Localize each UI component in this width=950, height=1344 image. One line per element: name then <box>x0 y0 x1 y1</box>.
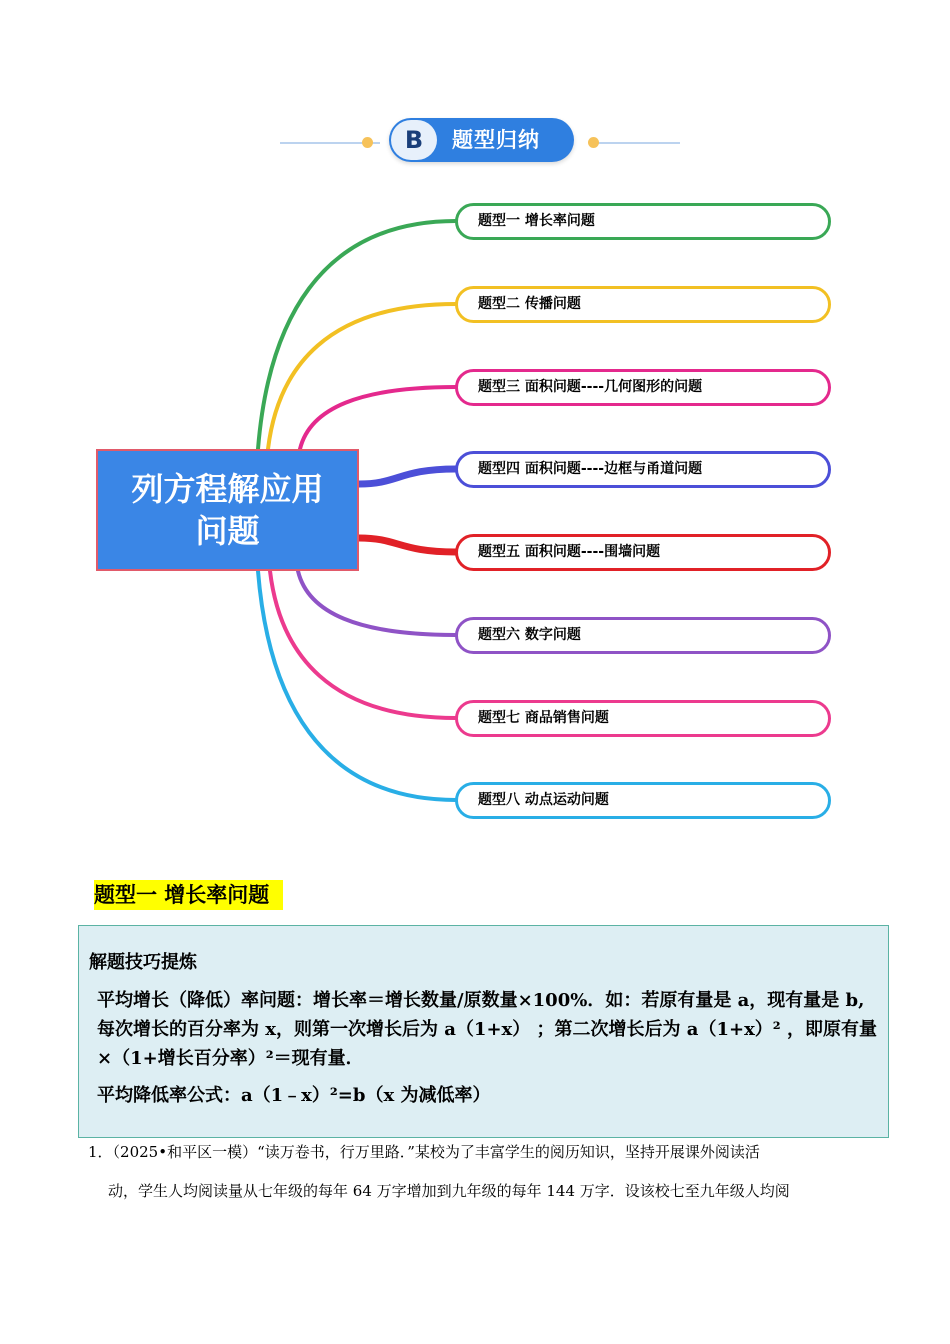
mindmap-branch-8: 题型八 动点运动问题 <box>455 782 831 819</box>
tips-title: 解题技巧提炼 <box>89 952 197 973</box>
problem-line-1: 1．（2025•和平区一模）“读万卷书，行万里路．”某校为了丰富学生的阅历知识，坚持开展课外阅读活 <box>88 1143 760 1161</box>
problem-line-2: 动，学生人均阅读量从七年级的每年 64 万字增加到九年级的每年 144 万字．设该校七至九年级人均阅 <box>108 1182 790 1200</box>
header-badge: B <box>391 120 437 160</box>
mindmap-branch-3: 题型三 面积问题----几何图形的问题 <box>455 369 831 406</box>
connector-2 <box>268 304 456 449</box>
header-right-line <box>590 142 680 144</box>
connector-4 <box>359 469 456 484</box>
mindmap-branch-6: 题型六 数字问题 <box>455 617 831 654</box>
connector-5 <box>359 538 456 552</box>
connector-7 <box>270 571 456 718</box>
mindmap-branch-4: 题型四 面积问题----边框与甬道问题 <box>455 451 831 488</box>
mindmap-branch-2: 题型二 传播问题 <box>455 286 831 323</box>
connector-1 <box>258 221 456 449</box>
header-right-dot <box>588 137 599 148</box>
mindmap-center-node <box>96 449 359 571</box>
connector-6 <box>298 571 456 635</box>
connector-8 <box>258 571 456 800</box>
mindmap-branch-7: 题型七 商品销售问题 <box>455 700 831 737</box>
center-line-2: 问题 <box>195 512 260 550</box>
tips-paragraph-1: 平均增长（降低）率问题：增长率＝增长数量/原数量×100%．如：若原有量是 a，现有量是 b,每次增长的百分率为 x，则第一次增长后为 a（1+x） ；第二次增长后为 a（1+x）² ，即原有量×（1+增长百分率）²＝现有量． <box>97 990 877 1069</box>
connector-3 <box>300 387 456 449</box>
tips-box <box>78 925 889 1138</box>
section-title: 题型一 增长率问题 <box>94 880 283 910</box>
header-left-dot <box>362 137 373 148</box>
mindmap-branch-1: 题型一 增长率问题 <box>455 203 831 240</box>
header-title: 题型归纳 <box>452 128 540 152</box>
tips-paragraph-2: 平均降低率公式：a（1﹣x）²=b（x 为减低率） <box>97 1085 491 1106</box>
mindmap-branch-5: 题型五 面积问题----围墙问题 <box>455 534 831 571</box>
center-line-1: 列方程解应用 <box>131 470 324 508</box>
